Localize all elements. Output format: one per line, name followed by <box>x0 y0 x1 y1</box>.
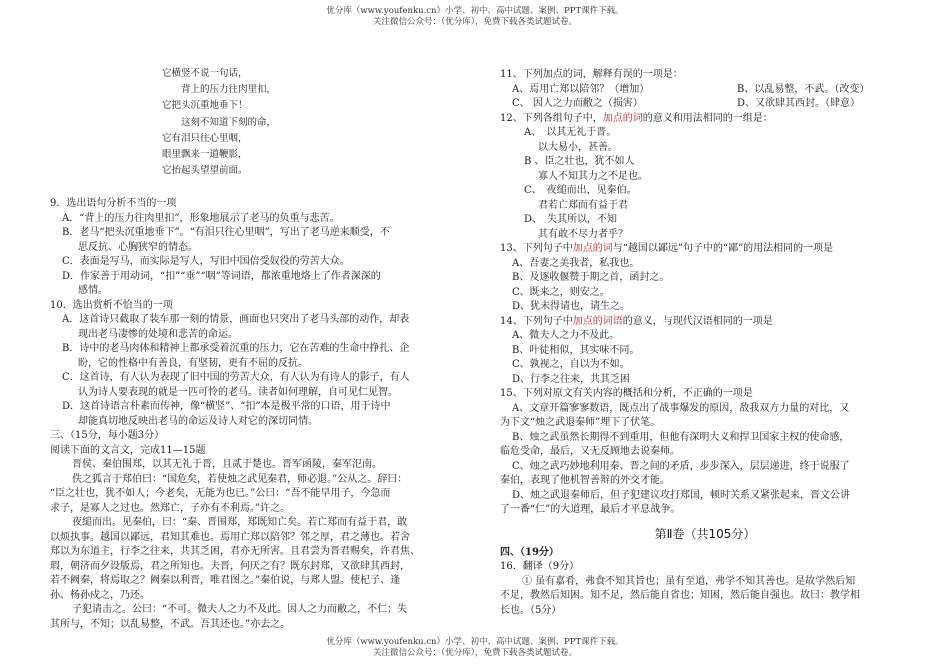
q12-stem-text: 12、下列各组句子中， <box>500 112 603 124</box>
poem-line: 它抬起头望望前面。 <box>162 165 248 177</box>
section-3-title: 三、（15分，每小题3分） <box>50 430 165 442</box>
q13-option-a: A、吾妻之美我者，私我也。 <box>512 257 640 269</box>
page-footer <box>0 637 950 659</box>
left-column <box>50 66 470 632</box>
passage-line: 求子，是寡人之过也。然郑亡，子亦有不利焉。”许之。 <box>50 502 291 514</box>
q15-option-b-cont: 临危受命，最后，又无反顾地去说秦师。 <box>500 446 680 457</box>
q13-option-b: B、及逐收偃赞于期之首，函封之。 <box>512 272 670 283</box>
q11-option-c: C、 因人之力而敝之（损害） <box>512 98 643 109</box>
q14-stem-highlight: 加点的词语 <box>572 315 623 327</box>
q14-stem <box>500 315 910 330</box>
q15-option-a-cont: 为下文“烛之武退秦师”埋下了伏笔。 <box>500 417 661 428</box>
q12-option-c-pair: 君若亡郑而有益于君 <box>538 199 628 211</box>
q12-option-b: B 、臣之壮也，犹不如人 <box>524 156 635 167</box>
q12-option-d-pair: 其有敢不尽力者乎？ <box>538 228 628 240</box>
q12-option-b-pair: 寡人不知其力之不足也。 <box>538 170 648 182</box>
q15-option-c-cont: 秦伯，表现了他机智善辩的外交才能。 <box>500 475 670 486</box>
passage-line: 孙、杨孙戍之，乃还。 <box>50 589 150 601</box>
q12-option-a: A、 以其无礼于晋。 <box>524 127 617 138</box>
translation-line: ① 虽有嘉肴，弗食不知其旨也；虽有至道，弗学不知其善也。是故学然后知 <box>522 575 856 587</box>
section-4-title: 四、（19分） <box>500 546 559 558</box>
q16-stem: 16．翻译（9分） <box>500 561 580 572</box>
q10-option-c-cont: 认为诗人要表现的就是一匹可怜的老马。读者如何理解，自可见仁见智。 <box>78 386 398 398</box>
q13-option-d: D、犹未得请也，请生之。 <box>512 301 631 312</box>
translation-line: 长也。（5分） <box>500 604 562 616</box>
q10-option-c: C．这首诗，有人认为表现了旧中国的劳苦大众，有人认为有诗人的影子，有人 <box>62 372 410 384</box>
q13-stem-text-end: 与“越国以鄙远”句子中的“鄙”的用法相同的一项是 <box>612 243 834 254</box>
q12-option-d: D、 失其所以，不知 <box>524 214 618 225</box>
q15-option-d-cont: 了一番“仁”的大道理，最后才平息战争。 <box>500 504 681 515</box>
q14-option-d: D、行李之往来，共其乏困 <box>512 373 631 385</box>
q11-option-a: A、焉用亡郑以陪邻？（增加） <box>512 83 650 95</box>
passage-line: “臣之壮也，犹不如人；今老矣，无能为也已。”公曰：“吾不能早用子，今急而 <box>50 488 391 500</box>
q14-stem-text-end: 的意义，与现代汉语相同的一项是 <box>622 315 773 327</box>
q13-stem-text: 13、下列句子中 <box>500 243 573 254</box>
q11-stem: 11、下列加点的词，解释有误的一项是： <box>500 69 683 80</box>
q12-option-a-pair: 以大易小，甚善。 <box>538 141 618 153</box>
passage-line: 瑕，朝济而夕设版焉，君之所知也。夫晋，何厌之有？既东封郑，又欲肆其西封， <box>50 560 410 572</box>
q10-option-b: B．诗中的老马肉体和精神上都承受着沉重的压力，它在苦难的生命中挣扎、企 <box>62 343 410 355</box>
poem-line: 这刻不知道下刻的命， <box>162 116 277 128</box>
question-14 <box>500 315 910 388</box>
q10-option-d-cont: 却能真切地反映出老马的命运及诗人对它的深切同情。 <box>78 415 318 427</box>
passage-line: 其所与，不知；以乱易整，不武。吾其还也。”亦去之。 <box>50 618 291 630</box>
passage-line: 若不阙秦，将焉取之？阙秦以利晋，唯君图之。”秦伯说，与郑人盟。使杞子、逢 <box>50 575 401 587</box>
q13-stem <box>500 242 910 257</box>
q14-option-c: C、孰视之，自以为不如。 <box>512 359 630 370</box>
question-10 <box>50 299 470 430</box>
question-13 <box>500 242 910 315</box>
question-11 <box>500 68 910 112</box>
section-3-intro: 阅读下面的文言文，完成11—15题 <box>50 444 206 456</box>
passage-line: 佚之狐言于郑伯曰：“国危矣，若使烛之武见秦君，师必退。”公从之。辞曰： <box>72 473 408 485</box>
q15-option-a: A、文章开篇寥寥数语，既点出了战事爆发的原因，敌我双方力量的对比，又 <box>512 402 850 414</box>
question-9 <box>50 197 470 299</box>
poem-line: 背上的压力往肉里扣， <box>162 84 277 96</box>
passage-line: 以烦执事。越国以鄙远，君知其难也。焉用亡郑以陪邻？邻之厚，君之薄也。若舍 <box>50 531 410 543</box>
q9-option-b: B．老马“把头沉重地垂下”。“有泪只往心里咽”，写出了老马逆来顺受，不 <box>62 227 390 239</box>
q9-option-a: A．“背上的压力往肉里扣”，形象地展示了老马的负重与悲苦。 <box>62 212 340 224</box>
poem-line: 眼里飘来一道鞭影， <box>162 149 248 161</box>
q11-option-b: B、以乱易整，不武。（改变） <box>737 83 870 95</box>
q12-stem-highlight: 加点的词 <box>602 112 643 124</box>
q10-option-b-cont: 盼，它的性格中有善良，有坚韧，更有不屈的反抗。 <box>78 357 308 369</box>
q14-option-b: B、叶徒相似，其实味不同。 <box>512 344 640 356</box>
passage-line: 夜缒而出。见秦伯，曰：“秦、晋围郑，郑既知亡矣。若亡郑而有益于君，敢 <box>72 517 408 529</box>
q12-stem <box>500 112 910 127</box>
header-line-2: 关注微信公众号：（优分库），免费下载各类试题试卷。 <box>372 17 577 27</box>
right-column <box>500 68 910 618</box>
q10-option-a: A．这首诗只截取了装车那一刻的情景，画面也只突出了老马头部的动作，却表 <box>62 314 410 326</box>
poem-line: 它把头沉重地垂下！ <box>162 100 248 112</box>
q11-option-d: D、又欲肆其西封。（肆意） <box>737 98 861 109</box>
q9-option-d: D．作家善于用动词，“扣”“垂”“咽”等词语，都浓重地烙上了作者深深的 <box>62 270 381 282</box>
header-line-1: 优分库（www.youfenku.cn）小学、初中、高中试题、案例、PPT课件下载。 <box>326 6 624 16</box>
q15-option-b: B、烛之武虽然长期得不到重用，但他有深明大义和捍卫国家主权的使命感， <box>512 431 850 443</box>
q14-option-a: A、微夫人之力不及此。 <box>512 330 620 341</box>
passage-line: 郑以为东道主，行李之往来，共其乏困，君亦无所害。且君尝为晋君赐矣，许君焦、 <box>50 546 420 558</box>
q14-stem-text: 14、下列句子中 <box>500 315 573 327</box>
footer-line-1: 优分库（www.youfenku.cn）小学、初中、高中试题、案例、PPT课件下载。 <box>326 637 624 647</box>
q12-option-c: C、 夜缒而出，见秦伯。 <box>524 185 637 196</box>
q9-option-d-cont: 感情。 <box>78 285 108 297</box>
poem-line: 它横竖不说一句话， <box>162 68 248 79</box>
poem-block <box>162 66 470 179</box>
passage-line: 子犯请击之。公曰：“不可。微夫人之力不及此。因人之力而敝之，不仁；失 <box>72 604 408 616</box>
footer-line-2: 关注微信公众号：（优分库），免费下载各类试题试卷。 <box>372 648 577 658</box>
poem-line: 它有泪只往心里咽， <box>162 132 248 144</box>
q13-option-c: C、既来之，则安之。 <box>512 286 610 298</box>
page-header <box>0 6 950 28</box>
q10-stem: 10．选出赏析不恰当的一项 <box>50 299 173 311</box>
q15-stem: 15、下列对原文有关内容的概括和分析，不正确的一项是 <box>500 388 753 399</box>
section-3 <box>50 429 470 632</box>
q15-option-d: D、烛之武退秦师后，但子犯建议攻打郑国，顿时关系又紧张起来，晋文公讲 <box>512 489 851 501</box>
question-15 <box>500 387 910 518</box>
q15-option-c: C、烛之武巧妙地利用秦、晋之间的矛盾，步步深入，层层递进，终于说服了 <box>512 460 850 472</box>
part-2-title: 第Ⅱ卷（共105分） <box>654 526 756 541</box>
q9-stem: 9．选出语句分析不当的一项 <box>50 198 177 210</box>
q9-option-c: C．表面是写马，而实际是写人，写旧中国倍受奴役的劳苦大众。 <box>62 256 350 268</box>
passage-line: 晋侯、秦伯围郑，以其无礼于晋，且贰于楚也。晋军函陵，秦军氾南。 <box>72 459 382 471</box>
question-12 <box>500 112 910 243</box>
q9-option-b-cont: 思反抗、心胸狭窄的情态。 <box>78 241 198 253</box>
q13-stem-highlight: 加点的词 <box>572 243 613 254</box>
q10-option-d: D．这首诗语言朴素而传神，像“横竖”、“扣”本是极平常的口语，用于诗中 <box>62 401 391 413</box>
q10-option-a-cont: 现出老马凄惨的处境和悲苦的命运。 <box>78 328 238 340</box>
q12-stem-text-end: 的意义和用法相同的一组是： <box>642 112 773 124</box>
translation-line: 不足，教然后知困。知不足，然后能自省也；知困，然后能自强也。故曰：教学相 <box>500 590 860 601</box>
